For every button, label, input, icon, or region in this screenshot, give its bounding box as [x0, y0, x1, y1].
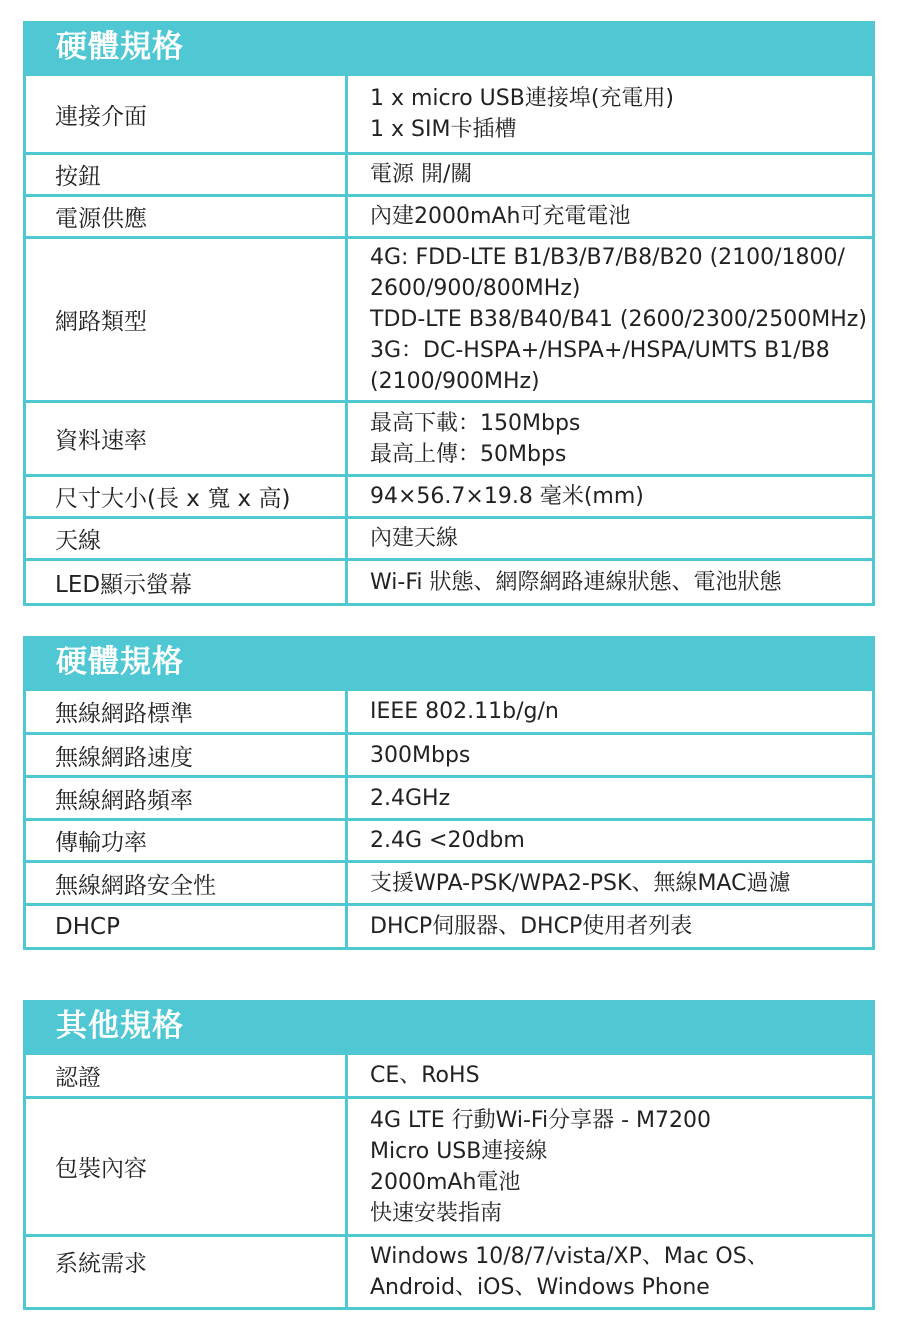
row-value	[348, 906, 872, 947]
table-row	[26, 558, 872, 603]
table-row	[26, 775, 872, 818]
row-label: 網路類型	[26, 239, 348, 400]
table-row	[26, 194, 872, 236]
table-row	[26, 732, 872, 775]
row-value	[348, 519, 872, 558]
value-line: 2.4G <20dbm	[370, 828, 525, 853]
table-row	[26, 400, 872, 474]
value-line: 1 x SIM卡插槽	[370, 117, 517, 142]
row-value	[348, 691, 872, 732]
value-line: 2.4GHz	[370, 785, 451, 811]
value-line: 3G：DC-HSPA+/HSPA+/HSPA/UMTS B1/B8	[370, 338, 830, 363]
value-line: 4G LTE 行動Wi-Fi分享器 - M7200	[370, 1107, 711, 1133]
table-row	[26, 516, 872, 558]
row-label: 無線網路頻率	[26, 778, 348, 818]
table-row	[26, 474, 872, 516]
value-line: (2100/900MHz)	[370, 369, 540, 394]
row-value	[348, 561, 872, 603]
row-value	[348, 821, 872, 860]
hardware-spec-table-2	[23, 636, 875, 950]
row-label: 系統需求	[26, 1237, 348, 1307]
value-line: 94×56.7×19.8 毫米(mm)	[370, 484, 644, 509]
value-line: CE、RoHS	[370, 1063, 480, 1088]
value-line: 電源 開/關	[370, 162, 473, 187]
table-row	[26, 73, 872, 152]
table-row	[26, 152, 872, 194]
value-line: 內建天線	[370, 526, 459, 551]
row-value	[348, 239, 872, 400]
row-value	[348, 403, 872, 474]
table-row	[26, 818, 872, 860]
row-value	[348, 735, 872, 775]
value-line: 2000mAh電池	[370, 1169, 521, 1195]
value-line: DHCP伺服器、DHCP使用者列表	[370, 914, 693, 939]
value-line: 300Mbps	[370, 742, 471, 768]
value-line: 1 x micro USB連接埠(充電用)	[370, 86, 674, 111]
table-row	[26, 1052, 872, 1096]
row-label: 無線網路標準	[26, 691, 348, 732]
hardware-spec-table-1	[23, 21, 875, 606]
table-row	[26, 236, 872, 400]
value-line: 最高上傳：50Mbps	[370, 441, 567, 467]
value-line: 快速安裝指南	[370, 1200, 503, 1226]
row-value	[348, 863, 872, 903]
row-value	[348, 155, 872, 194]
value-line: TDD-LTE B38/B40/B41 (2600/2300/2500MHz)	[370, 307, 867, 332]
row-label: DHCP	[26, 906, 348, 947]
row-label: 電源供應	[26, 197, 348, 236]
row-value	[348, 1055, 872, 1096]
value-line: Android、iOS、Windows Phone	[370, 1275, 710, 1300]
table-row	[26, 688, 872, 732]
row-label: 尺寸大小(長 x 寬 x 高)	[26, 477, 348, 516]
row-value	[348, 477, 872, 516]
row-value	[348, 778, 872, 818]
row-label: 無線網路速度	[26, 735, 348, 775]
row-label: 按鈕	[26, 155, 348, 194]
row-label: LED顯示螢幕	[26, 561, 348, 603]
row-label: 資料速率	[26, 403, 348, 474]
row-label: 天線	[26, 519, 348, 558]
value-line: 內建2000mAh可充電電池	[370, 204, 631, 229]
row-value	[348, 76, 872, 152]
table-row	[26, 903, 872, 947]
row-label: 傳輸功率	[26, 821, 348, 860]
row-label: 認證	[26, 1055, 348, 1096]
section-title: 硬體規格	[26, 636, 872, 688]
row-value	[348, 197, 872, 236]
value-line: Wi-Fi 狀態、網際網路連線狀態、電池狀態	[370, 569, 782, 595]
value-line: IEEE 802.11b/g/n	[370, 699, 559, 724]
row-label: 無線網路安全性	[26, 863, 348, 903]
row-label: 包裝內容	[26, 1099, 348, 1234]
row-value	[348, 1099, 872, 1234]
table-row	[26, 1096, 872, 1234]
value-line: Micro USB連接線	[370, 1138, 548, 1164]
section-title: 其他規格	[26, 1000, 872, 1052]
other-spec-table	[23, 1000, 875, 1310]
value-line: 最高下載：150Mbps	[370, 410, 581, 436]
section-title: 硬體規格	[26, 21, 872, 73]
row-label: 連接介面	[26, 76, 348, 152]
table-row	[26, 860, 872, 903]
value-line: Windows 10/8/7/vista/XP、Mac OS、	[370, 1244, 769, 1269]
value-line: 支援WPA-PSK/WPA2-PSK、無線MAC過濾	[370, 870, 791, 896]
value-line: 2600/900/800MHz)	[370, 276, 581, 301]
value-line: 4G: FDD-LTE B1/B3/B7/B8/B20 (2100/1800/	[370, 245, 845, 270]
table-row	[26, 1234, 872, 1307]
row-value	[348, 1237, 872, 1307]
